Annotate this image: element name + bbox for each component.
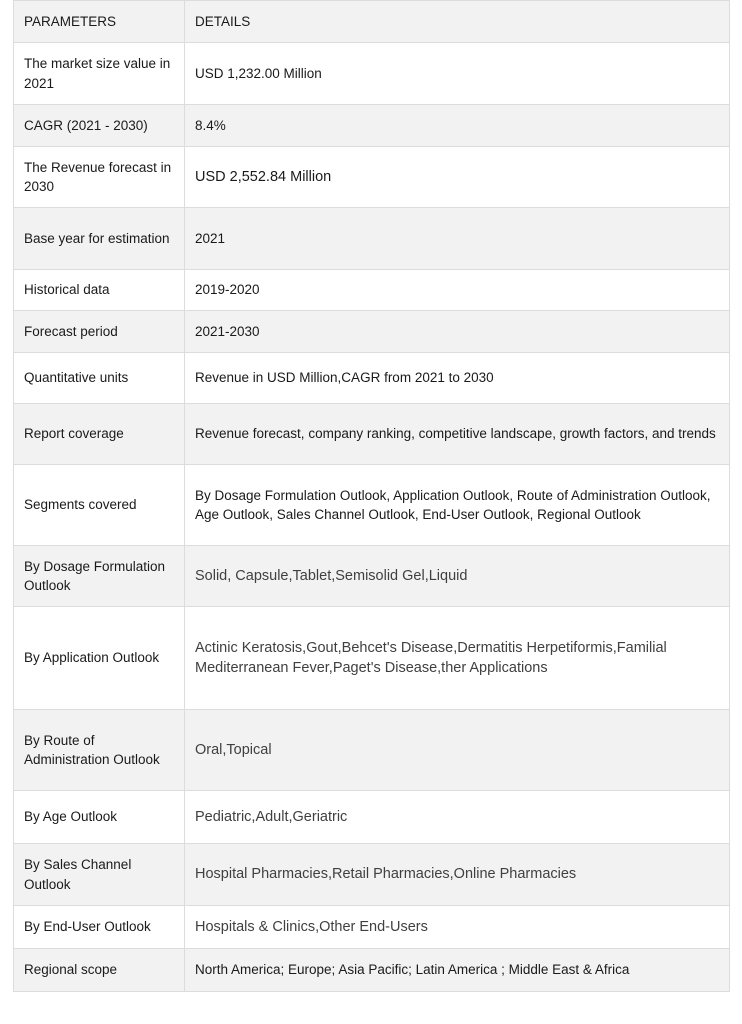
parameter-cell: By Route of Administration Outlook [14,710,185,791]
table-row [14,353,730,404]
details-cell: Hospitals & Clinics,Other End-Users [185,906,730,949]
table-row [14,465,730,546]
details-cell: North America; Europe; Asia Pacific; Latin America ; Middle East & Africa [185,949,730,992]
table-row [14,791,730,844]
parameter-cell: Forecast period [14,311,185,353]
table-row [14,404,730,465]
parameter-cell: Quantitative units [14,353,185,404]
table-header-row [14,1,730,43]
details-cell: 8.4% [185,105,730,147]
details-cell: USD 2,552.84 Million [185,147,730,208]
parameter-cell: By Dosage Formulation Outlook [14,546,185,607]
table-row [14,906,730,949]
details-cell: 2019-2020 [185,270,730,311]
details-cell: 2021 [185,208,730,270]
parameter-cell: Segments covered [14,465,185,546]
table-row [14,844,730,906]
parameter-cell: Historical data [14,270,185,311]
details-cell: Revenue forecast, company ranking, competitive landscape, growth factors, and trends [185,404,730,465]
parameter-cell: Base year for estimation [14,208,185,270]
details-cell: By Dosage Formulation Outlook, Application Outlook, Route of Administration Outlook, Age Outlook, Sales Channel Outlook, End-User Outlook, Regional Outlook [185,465,730,546]
parameter-cell: By Age Outlook [14,791,185,844]
table-row [14,105,730,147]
parameter-cell: Regional scope [14,949,185,992]
details-cell: Revenue in USD Million,CAGR from 2021 to 2030 [185,353,730,404]
table-row [14,949,730,992]
table-row [14,311,730,353]
table-row [14,546,730,607]
details-cell: Pediatric,Adult,Geriatric [185,791,730,844]
details-cell: 2021-2030 [185,311,730,353]
parameter-cell: By Sales Channel Outlook [14,844,185,906]
report-parameters-table [13,0,730,992]
parameter-cell: The market size value in 2021 [14,43,185,105]
details-cell: Hospital Pharmacies,Retail Pharmacies,Online Pharmacies [185,844,730,906]
parameters-header: PARAMETERS [14,1,185,43]
details-header: DETAILS [185,1,730,43]
details-cell: USD 1,232.00 Million [185,43,730,105]
parameter-cell: The Revenue forecast in 2030 [14,147,185,208]
table-row [14,270,730,311]
parameter-cell: CAGR (2021 - 2030) [14,105,185,147]
details-cell: Oral,Topical [185,710,730,791]
table-row [14,43,730,105]
table-row [14,710,730,791]
details-cell: Actinic Keratosis,Gout,Behcet's Disease,Dermatitis Herpetiformis,Familial Mediterranean Fever,Paget's Disease,ther Applications [185,607,730,710]
table-row [14,147,730,208]
parameter-cell: By End-User Outlook [14,906,185,949]
table-row [14,607,730,710]
table-row [14,208,730,270]
parameter-cell: By Application Outlook [14,607,185,710]
parameter-cell: Report coverage [14,404,185,465]
details-cell: Solid, Capsule,Tablet,Semisolid Gel,Liquid [185,546,730,607]
